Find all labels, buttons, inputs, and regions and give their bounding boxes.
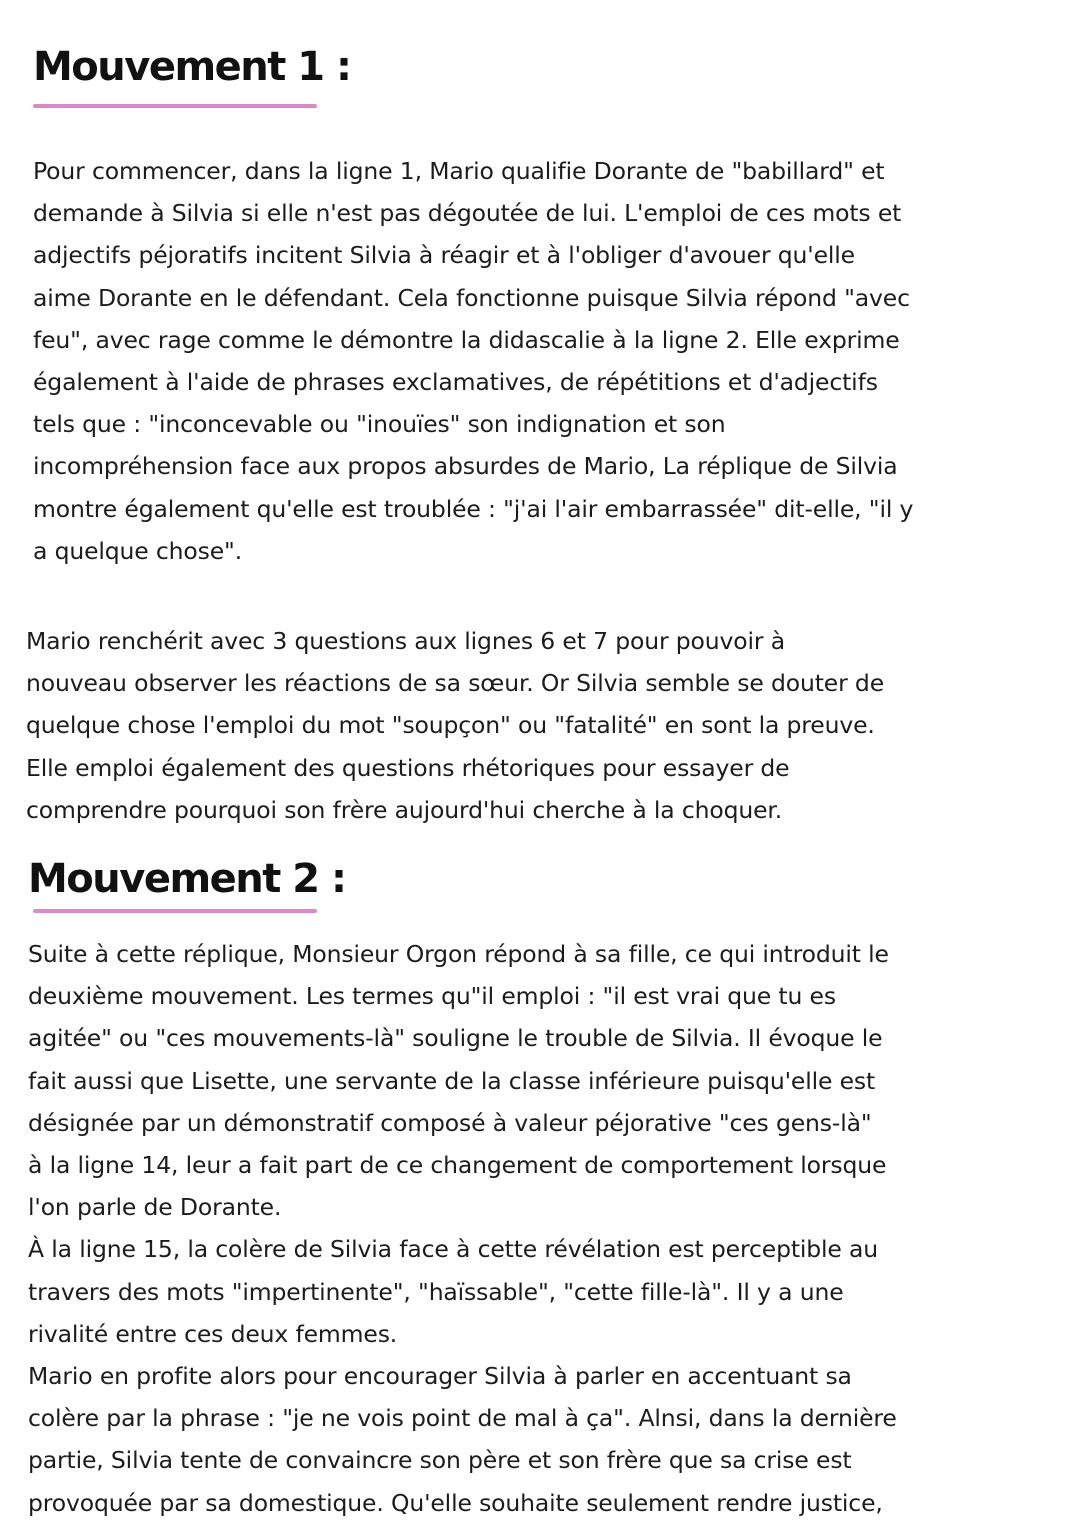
text-line: demande à Silvia si elle n'est pas dégoutée de lui. L'emploi de ces mots et bbox=[33, 199, 902, 228]
text-line: partie, Silvia tente de convaincre son père et son frère que sa crise est bbox=[28, 1446, 852, 1475]
text-line: Mario renchérit avec 3 questions aux lignes 6 et 7 pour pouvoir à bbox=[26, 627, 785, 655]
paragraph-m2-p1 bbox=[28, 933, 897, 1524]
text-line: aime Dorante en le défendant. Cela fonctionne puisque Silvia répond "avec bbox=[33, 283, 910, 312]
text-line: rivalité entre ces deux femmes. bbox=[28, 1319, 398, 1348]
paragraph-m1-p2 bbox=[26, 620, 884, 831]
paragraph-m1-p1 bbox=[33, 150, 913, 572]
text-line: fait aussi que Lisette, une servante de la classe inférieure puisqu'elle est bbox=[28, 1066, 876, 1095]
text-line: montre également qu'elle est troublée : "j'ai l'air embarrassée" dit-elle, "il y bbox=[33, 494, 914, 523]
text-line: Mario en profite alors pour encourager Silvia à parler en accentuant sa bbox=[28, 1362, 852, 1391]
text-line: également à l'aide de phrases exclamatives, de répétitions et d'adjectifs bbox=[33, 368, 878, 397]
text-line: adjectifs péjoratifs incitent Silvia à réagir et à l'obliger d'avouer qu'elle bbox=[33, 241, 855, 270]
text-line: désignée par un démonstratif composé à valeur péjorative "ces gens-là" bbox=[28, 1108, 872, 1137]
text-line: à la ligne 14, leur a fait part de ce changement de comportement lorsque bbox=[28, 1151, 887, 1180]
text-line: quelque chose l'emploi du mot "soupçon" ou "fatalité" en sont la preuve. bbox=[26, 711, 875, 740]
text-line: a quelque chose". bbox=[33, 536, 243, 565]
text-line: nouveau observer les réactions de sa sœur. Or Silvia semble se douter de bbox=[26, 669, 885, 698]
text-line: incompréhension face aux propos absurdes de Mario, La réplique de Silvia bbox=[33, 452, 898, 481]
text-line: feu", avec rage comme le démontre la didascalie à la ligne 2. Elle exprime bbox=[33, 325, 900, 354]
heading-underline-2 bbox=[33, 909, 317, 913]
text-line: Suite à cette réplique, Monsieur Orgon répond à sa fille, ce qui introduit le bbox=[28, 940, 889, 968]
heading-underline-1 bbox=[33, 104, 317, 108]
text-line: comprendre pourquoi son frère aujourd'hui cherche à la choquer. bbox=[26, 795, 783, 824]
text-line: l'on parle de Dorante. bbox=[28, 1193, 282, 1222]
heading-mouvement-1: Mouvement 1 : bbox=[33, 44, 351, 90]
text-line: Pour commencer, dans la ligne 1, Mario qualifie Dorante de "babillard" et bbox=[33, 157, 885, 185]
text-line: travers des mots "impertinente", "haïssable", "cette fille-là". Il y a une bbox=[28, 1277, 844, 1306]
text-line: Elle emploi également des questions rhétoriques pour essayer de bbox=[26, 753, 790, 782]
text-line: provoquée par sa domestique. Qu'elle souhaite seulement rendre justice, bbox=[28, 1488, 883, 1517]
text-line: tels que : "inconcevable ou "inouïes" son indignation et son bbox=[33, 410, 726, 439]
text-line: deuxième mouvement. Les termes qu"il emploi : "il est vrai que tu es bbox=[28, 982, 836, 1011]
text-line: À la ligne 15, la colère de Silvia face à cette révélation est perceptible au bbox=[28, 1235, 879, 1264]
text-line: agitée" ou "ces mouvements-là" souligne le trouble de Silvia. Il évoque le bbox=[28, 1024, 883, 1053]
text-line: colère par la phrase : "je ne vois point de mal à ça". Alnsi, dans la dernière bbox=[28, 1404, 897, 1433]
heading-mouvement-2: Mouvement 2 : bbox=[28, 856, 346, 902]
